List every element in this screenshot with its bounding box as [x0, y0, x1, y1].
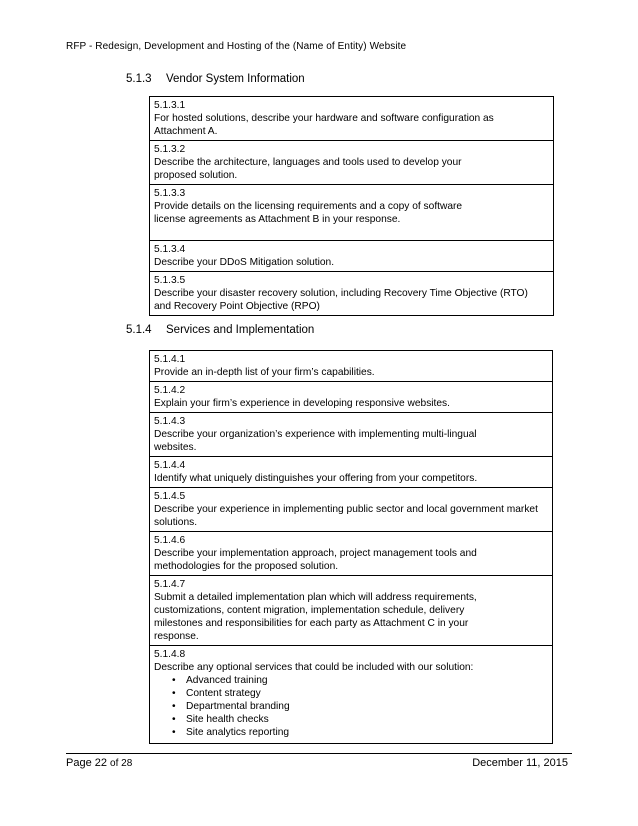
table-row — [150, 488, 553, 532]
requirement-id: 5.1.4.6 — [154, 535, 186, 546]
table-row — [150, 413, 553, 457]
page-number — [66, 757, 132, 769]
requirement-text: Describe your organization’s experience with implementing multi-lingual websites. — [154, 429, 477, 453]
requirement-text: For hosted solutions, describe your hardware and software configuration as Attachment A. — [154, 113, 494, 137]
requirement-id: 5.1.4.2 — [154, 385, 186, 396]
requirement-cell — [150, 141, 554, 185]
requirement-cell — [150, 457, 553, 488]
table-row — [150, 351, 553, 382]
requirement-cell — [150, 241, 554, 272]
requirement-text: Describe your disaster recovery solution, including Recovery Time Objective (RTO) and Recovery Point Objective (RPO) — [154, 288, 528, 312]
page-total: of 28 — [110, 758, 133, 769]
requirement-cell — [150, 351, 553, 382]
requirement-cell — [150, 488, 553, 532]
list-item: • Advanced training — [186, 674, 548, 687]
requirement-text: Describe any optional services that could be included with our solution: — [154, 662, 474, 673]
section-heading-vendor-system — [126, 73, 305, 85]
requirement-id: 5.1.4.7 — [154, 579, 186, 590]
requirement-cell — [150, 272, 554, 316]
requirement-id: 5.1.3.3 — [154, 188, 186, 199]
list-item: • Content strategy — [186, 687, 548, 700]
footer-date: December 11, 2015 — [472, 757, 568, 769]
requirement-id: 5.1.3.2 — [154, 144, 186, 155]
requirement-text: Describe your experience in implementing public sector and local government market solutions. — [154, 504, 538, 528]
requirement-text: Submit a detailed implementation plan which will address requirements, customizations, content migration, implementation schedule, delivery milestones and responsibilities for each party as Attachment C in your response. — [154, 592, 477, 642]
list-item: • Site analytics reporting — [186, 726, 548, 739]
requirement-id: 5.1.3.4 — [154, 244, 186, 255]
requirement-cell — [150, 382, 553, 413]
table-row — [150, 97, 554, 141]
requirement-cell — [150, 413, 553, 457]
table-row — [150, 457, 553, 488]
requirement-cell — [150, 532, 553, 576]
vendor-system-table — [149, 96, 554, 316]
requirement-cell — [150, 185, 554, 241]
requirement-id: 5.1.4.8 — [154, 649, 186, 660]
optional-services-list — [154, 674, 548, 739]
list-item: • Departmental branding — [186, 700, 548, 713]
table-row — [150, 241, 554, 272]
table-row — [150, 532, 553, 576]
table-row — [150, 382, 553, 413]
section-title: Services and Implementation — [166, 324, 315, 336]
requirement-text: Describe your implementation approach, project management tools and methodologies for the proposed solution. — [154, 548, 477, 572]
requirement-text: Identify what uniquely distinguishes your offering from your competitors. — [154, 473, 478, 484]
table-row — [150, 272, 554, 316]
page-header: RFP - Redesign, Development and Hosting of the (Name of Entity) Website — [66, 41, 407, 52]
requirement-text: Explain your firm’s experience in developing responsive websites. — [154, 398, 450, 409]
list-item: • Site health checks — [186, 713, 548, 726]
requirement-id: 5.1.4.4 — [154, 460, 186, 471]
page-label: Page 22 — [66, 757, 107, 769]
requirement-text: Provide details on the licensing requirements and a copy of software license agreements as Attachment B in your response. — [154, 201, 463, 225]
requirement-cell — [150, 646, 553, 744]
requirement-id: 5.1.3.5 — [154, 275, 186, 286]
table-row — [150, 576, 553, 646]
services-table — [149, 350, 553, 744]
requirement-id: 5.1.3.1 — [154, 100, 186, 111]
requirement-id: 5.1.4.5 — [154, 491, 186, 502]
section-number: 5.1.4 — [126, 324, 152, 336]
section-heading-services — [126, 324, 314, 336]
footer-divider — [66, 753, 572, 754]
requirement-cell — [150, 576, 553, 646]
section-title: Vendor System Information — [166, 73, 305, 85]
table-row — [150, 141, 554, 185]
requirement-cell — [150, 97, 554, 141]
requirement-text: Describe your DDoS Mitigation solution. — [154, 257, 335, 268]
requirement-id: 5.1.4.3 — [154, 416, 186, 427]
requirement-text: Describe the architecture, languages and tools used to develop your proposed solution. — [154, 157, 462, 181]
requirement-id: 5.1.4.1 — [154, 354, 186, 365]
table-row — [150, 185, 554, 241]
requirement-text: Provide an in-depth list of your firm’s capabilities. — [154, 367, 375, 378]
table-row — [150, 646, 553, 744]
section-number: 5.1.3 — [126, 73, 152, 85]
